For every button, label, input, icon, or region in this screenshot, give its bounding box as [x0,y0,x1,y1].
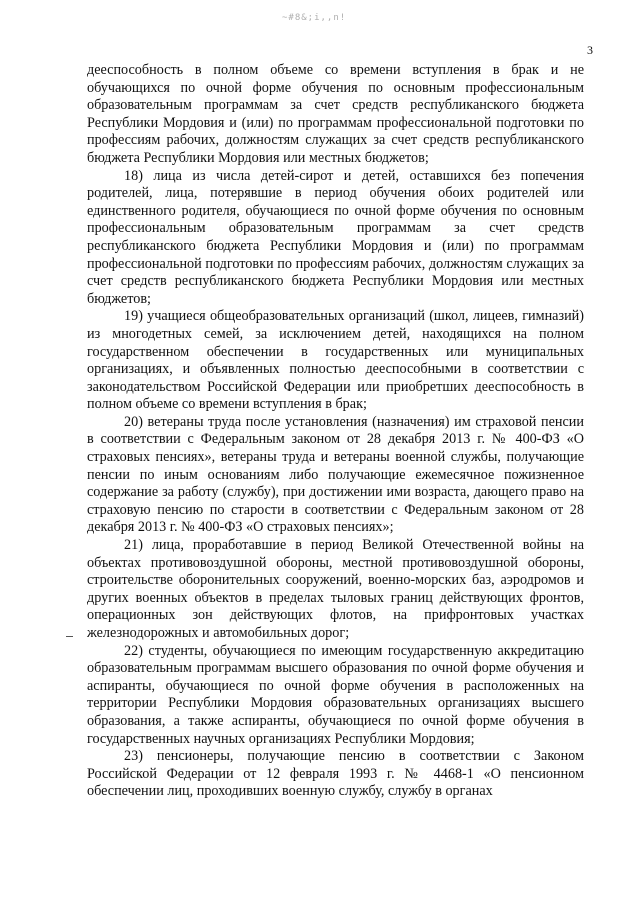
paragraph-item-19: 19) учащиеся общеобразовательных организаций (школ, лицеев, гимназий) из многодетных семей, за исключением детей, находящихся на полном государственном обеспечении в государственных или муниципальных организациях, и объявленных полностью дееспособными в соответствии с законодательством Российской Федерации или приобретших дееспособность в полном объеме со времени вступления в брак; [87,308,584,413]
page-number: 3 [587,43,593,57]
paragraph-continuation: дееспособность в полном объеме со времени вступления в брак и не обучающихся по очной форме обучения по основным профессиональным образовательным программам за счет средств республиканского бюджета Республики Мордовия и (или) по программам профессиональной подготовки по профессиям рабочих, должностям служащих за счет средств республиканского бюджета Республики Мордовия или местных бюджетов; [87,62,584,166]
paragraph-item-22: 22) студенты, обучающиеся по имеющим государственную аккредитацию образовательным программам высшего образования по очной форме обучения и аспиранты, обучающиеся по очной форме обучения в расположенных на территории Республики Мордовия образовательных организациях высшего образования, а также аспиранты, обучающиеся по очной форме обучения в государственных научных организациях Республики Мордовия; [87,642,584,747]
scan-header-stamp: ~#8&;i,,n! [282,13,347,23]
paragraph-item-18: 18) лица из числа детей-сирот и детей, оставшихся без попечения родителей, лица, потерявшие в период обучения обоих родителей или единственного родителя, обучающиеся по очной форме обучения по основным профессиональным образовательным программам за счет средств республиканского бюджета Республики Мордовия и (или) по программам профессиональной подготовки по профессиям рабочих, должностям служащих за счет средств республиканского бюджета Республики Мордовия или местных бюджетов; [87,167,584,307]
margin-mark [66,636,73,637]
paragraph-item-23: 23) пенсионеры, получающие пенсию в соответствии с Законом Российской Федерации от 12 февраля 1993 г. № 4468-1 «О пенсионном обеспечении лиц, проходивших военную службу, службу в органах [87,748,584,800]
paragraph-item-21: 21) лица, проработавшие в период Великой Отечественной войны на объектах противовоздушной обороны, местной противовоздушной обороны, строительстве оборонительных сооружений, военно-морских баз, аэродромов и других военных объектов в пределах тыловых границ действующих фронтов, операционных зон действующих флотов, на прифронтовых участках железнодорожных и автомобильных дорог; [87,537,584,641]
document-body [87,62,584,801]
paragraph-item-20: 20) ветераны труда после установления (назначения) им страховой пенсии в соответствии с Федеральным законом от 28 декабря 2013 г. № 400-ФЗ «О страховых пенсиях», ветераны труда и ветераны военной службы, получающие пенсии по иным основаниям либо получающие ежемесячное пожизненное содержание за работу (службу), при достижении ими возраста, дающего право на страховую пенсию по старости в соответствии с Федеральным законом от 28 декабря 2013 г. № 400-ФЗ «О страховых пенсиях»; [87,413,584,536]
